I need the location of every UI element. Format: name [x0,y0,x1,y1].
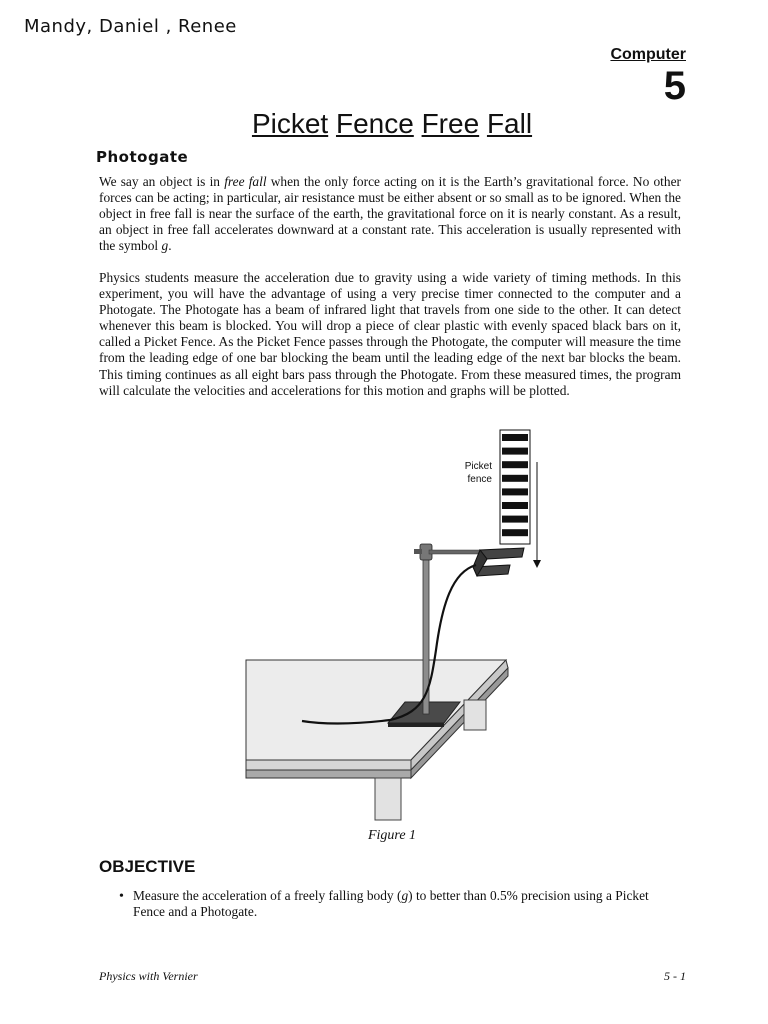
figure-caption: Figure 1 [367,828,417,843]
intro-paragraph-1 [99,174,681,254]
photogate-upper-arm [480,548,524,559]
handwritten-section-heading: Photogate [96,148,189,166]
table-edge [246,760,411,770]
photogate-figure [230,420,560,825]
label-line: Picket [464,461,492,472]
picket-bar [502,502,528,509]
picket-bar [502,461,528,468]
title-word: Fall [486,108,533,139]
lab-number: 5 [663,64,686,108]
clamp-knob [414,549,422,554]
g-symbol: g [161,238,169,254]
picket-fence [500,430,530,544]
g-symbol: g [401,888,409,903]
footer-book-title: Physics with Vernier [99,969,198,983]
objective-text: ) to better than 0.5% precision using a Picket Fence and a Photogate. [133,888,649,919]
objective-heading: OBJECTIVE [99,857,196,876]
student-names: Mandy, Daniel , Renee [24,16,237,37]
table-leg-back [464,700,486,730]
objective-item [133,888,678,920]
picket-bar [502,475,528,482]
stand-base-edge [388,723,444,727]
title-word: Fence [335,108,414,139]
free-fall-term: free fall [224,174,267,189]
title-word: Free [421,108,480,139]
p1-text: . [168,238,172,254]
picket-bar [502,448,528,455]
clamp-arm [429,550,485,554]
table-leg-front [375,778,401,820]
label-line: fence [467,474,492,485]
page-title [0,106,768,142]
picket-bar [502,516,528,523]
intro-paragraph-2: Physics students measure the acceleration due to gravity using a wide variety of timing methods. In this experiment, you will have the advantage of using a very precise timer connected to the computer and a Photogate. The Photogate has a beam of infrared light that travels from one side to the other. It can detect whenever this beam is blocked. You will drop a piece of clear plastic with evenly spaced black bars on it, called a Picket Fence. As the Picket Fence passes through the Photogate, the computer will measure the time from the leading edge of one bar blocking the beam until the leading edge of the next bar blocks the beam. This timing continues as all eight bars pass through the Photogate. From these measured times, the program will calculate the velocities and accelerations for this motion and graphs will be plotted. [99,270,681,398]
title-word: Picket [251,108,329,139]
picket-bar [502,434,528,441]
lab-label: Computer [610,46,686,63]
p1-text: We say an object is in [99,174,225,189]
bullet-point: • [119,889,124,904]
p1-text: when the only force acting on it is the Earth’s gravitational force. No other forces can be acting; in particular, air resistance must be either absent or so small as to be ignored. When the object in free fall is near the surface of the earth, the gravitational force on it is nearly constant. As a result, an object in free fall accelerates downward at a constant rate. This acceleration is usually represented with the symbol [99,174,681,254]
picket-fence-label [440,460,492,486]
picket-bar [502,529,528,536]
arrow-head [533,560,541,568]
table-lower-rail [246,770,411,778]
objective-text: Measure the acceleration of a freely falling body ( [133,888,402,903]
footer-page-number: 5 - 1 [664,969,686,983]
picket-bar [502,488,528,495]
